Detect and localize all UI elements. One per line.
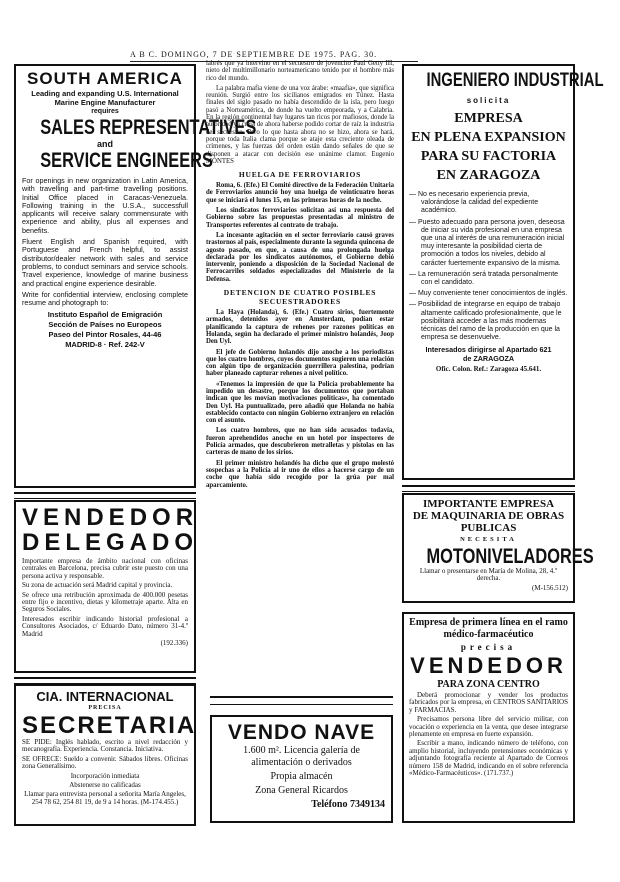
- divider: [14, 677, 196, 684]
- ad-title: VENDEDOR: [410, 653, 567, 678]
- ad-contact: Llamar o presentarse en María de Molina, 28, 4.º derecha.: [419, 567, 558, 583]
- ad-line: Zona General Ricardos: [255, 785, 348, 796]
- ad-contact: de ZARAGOZA: [462, 354, 515, 364]
- divider: [402, 485, 575, 492]
- ad-company: CIA. INTERNACIONAL: [36, 689, 174, 704]
- secretaria-ad: [14, 684, 196, 826]
- news-paragraph: La Haya (Holanda), 6. (Efe.) Cuatro sirios, fuertemente armados, detenidos ayer en Amsterdam, podían estar planificando la captura de rehenes por razones políticas en Holanda, según ha declarado el primer ministro holandés, Joop Den Uyl.: [206, 309, 394, 346]
- ad-paragraph: Escribir a mano, indicando número de teléfono, con amplio historial, incluyendo pretensiones económicas y adjuntando fotografía reciente al Apartado de Correos número 158 de Madrid, indicando en el sobre referencia «Médico-Farmacéuticos». (171.737.): [409, 739, 568, 778]
- ad-title: SOUTH AMERICA: [27, 69, 183, 88]
- ad-precisa: PRECISA: [88, 705, 122, 711]
- bullet-item: — Muy conveniente tener conocimientos de inglés.: [409, 290, 568, 298]
- ad-contact: Interesados dirigirse al Apartado 621: [425, 345, 552, 355]
- news-paragraph: Roma, 6. (Efe.) El Comité directivo de la Federación Unitaria de Ferroviarios anunció hoy una huelga de veinticuatro horas que se iniciará el lunes 15, en las primeras horas de la noche.: [206, 182, 394, 204]
- news-paragraph: La incesante agitación en el sector ferroviario causó graves trastornos al país, especialmente durante la segunda quincena de agosto pasado, en que, a causa de una prolongada huelga declarada por los sindicatos autónomos, el Gobierno debió intervenir, poniendo a disposición de la Sociedad Nacional de Ferrocarriles soldados especializados del Ministerio de la Defensa.: [206, 231, 394, 283]
- ad-line: DE MAQUINARIA DE OBRAS: [412, 510, 565, 522]
- ad-headline: [409, 109, 568, 185]
- address-line: Sección de Países no Europeos: [48, 320, 162, 330]
- ad-paragraph: SE PIDE: Inglés hablado, escrito a nivel redacción y mecanografía. Experiencia. Constancia. Iniciativa.: [22, 738, 188, 754]
- position-service: SERVICE ENGINEERS: [40, 149, 213, 172]
- ad-line: [409, 498, 568, 534]
- ad-body: [22, 558, 188, 647]
- ad-and: and: [96, 139, 113, 149]
- headline-line: EN PLENA EXPANSION: [411, 130, 566, 145]
- ingeniero-ad: [402, 64, 604, 480]
- south-america-ad: [14, 64, 257, 488]
- vendedor-delegado-ad: [14, 500, 199, 673]
- ad-title: SECRETARIA: [22, 712, 197, 739]
- bullet-item: — No es necesario experiencia previa, valorándose la calidad del expediente académico.: [409, 191, 539, 215]
- ad-line: Abstenerse no calificadas: [69, 781, 141, 790]
- news-headline: DETENCION DE CUATRO POSIBLES SECUESTRADORES: [223, 288, 377, 307]
- divider: [210, 696, 393, 705]
- ad-line: Propia almacén: [270, 771, 333, 782]
- ad-requires: requires: [91, 108, 119, 115]
- ad-title: VENDO NAVE: [227, 721, 376, 744]
- ad-ref: (192.336): [160, 639, 188, 648]
- ad-line: Empresa de primera línea en el ramo médico-farmacéutico: [409, 617, 568, 640]
- ad-title: DELEGADO: [22, 529, 199, 556]
- ad-paragraph: Fluent English and Spanish required, with Portuguese and French helpful, to assist distributor/dealer network with sales and service problems, to conduct seminars and service schools. Travel experience, knowledge of marine business and practical engine experience desirable.: [22, 237, 188, 288]
- news-paragraph: «Tenemos la impresión de que la Policía probablemente ha impedido un desastre, porque los documentos que portaban indican que les movían motivaciones políticas», ha comentado Den Uyl. Ha puntualizado, pero añadió que Holanda no había establecido contacto con ningún Gobierno extranjero en relación con el asunto.: [206, 380, 394, 425]
- ad-line: PUBLICAS: [460, 522, 517, 534]
- vendedor-ad: [402, 612, 575, 823]
- ad-zone: PARA ZONA CENTRO: [437, 679, 540, 690]
- ad-title: INGENIERO INDUSTRIAL: [426, 70, 604, 91]
- ad-paragraph: Se ofrece una retribución aproximada de 400.000 pesetas entre fijo e incentivo, dietas y kilometraje aparte. Alta en Seguros Sociales.: [22, 590, 188, 614]
- address-line: Paseo del Pintor Rosales, 44-46: [48, 330, 162, 340]
- ad-paragraph: Su zona de actuación será Madrid capital y provincia.: [22, 581, 173, 590]
- ad-paragraph: For openings in new organization in Latin America, with travelling and part-time travelling positions. Initial Office placed in Caracas-Venezuela. Following training in the U.S.A., successfull applicants will receive salary commensurate with experience and ability, plus all expenses and benefits.: [22, 176, 188, 235]
- ad-body: [22, 739, 188, 806]
- news-paragraph: El primer ministro holandés ha dicho que el grupo molestó sospechas a la Policía al ir uno de ellos a hacerse cargo de un coche que había sido recogido por la grúa por mal aparcamiento.: [206, 459, 394, 489]
- ad-body: [409, 692, 568, 777]
- headline-line: EMPRESA: [454, 111, 523, 126]
- bullet-item: — Posibilidad de integrarse en equipo de trabajo altamente calificado profesionalmente, que le posibilitará acceder a las más modernas técnicas del ramo de la producción en que la empresa se desenvuelve.: [409, 301, 562, 342]
- vendo-nave-ad: [210, 715, 393, 823]
- ad-paragraph: SE OFRECE: Sueldo a convenir. Sábados libres. Oficinas zona Generalísimo.: [22, 754, 188, 771]
- ad-paragraph: Deberá promocionar y vender los productos fabricados por la empresa, en CENTROS SANITARIOS y FARMACIAS.: [409, 691, 568, 714]
- ad-bullets: [409, 191, 568, 342]
- news-paragraph: Los cuatro hombres, que no han sido acusados todavía, fueron aprehendidos anoche en un hotel por inspectores de Policía armados, que descubrieron metralletas y pistolas en las carteras de mano de los sirios.: [206, 427, 394, 457]
- page-header: A B C. DOMINGO, 7 DE SEPTIEMBRE DE 1975. PAG. 30.: [130, 50, 418, 62]
- ad-paragraph: Interesados escribir indicando historial profesional a Consultores Asociados, c/ Eduardo Dato, número 31-4.º Madrid: [22, 614, 188, 638]
- bullet-item: — La remuneración será tratada personalmente con el candidato.: [409, 270, 559, 287]
- news-paragraph: El jefe de Gobierno holandés dijo anoche a los periodistas que los cuatro hombres, cuyos documentos sugieren una relación con algún tipo de organización guerrillera palestina, podrían haber planeado capturar rehenes a nivel político.: [206, 348, 394, 378]
- news-headline: HUELGA DE FERROVIARIOS: [238, 170, 362, 180]
- ad-title: MOTONIVELADORES: [426, 545, 594, 568]
- bullet-item: — Puesto adecuado para persona joven, deseosa de iniciar su vida profesional en una empresa que una al interés de una remuneración inicial muy interesante la posibilidad cierta de promoción a todos los niveles, debido al carácter fuertemente expansivo de la misma.: [409, 218, 565, 267]
- address-line: MADRID-8 · Ref. 242-V: [65, 340, 145, 350]
- ad-paragraph: Precisamos persona libre del servicio militar, con vocación o experiencia en la venta, que desee integrarse plenamente en empresa en fuerte expansión.: [409, 715, 568, 739]
- ad-line: IMPORTANTE EMPRESA: [422, 498, 555, 510]
- ad-ref: Ofic. Colon. Ref.: Zaragoza 45.641.: [435, 365, 542, 374]
- motoniveladores-ad: [402, 493, 594, 603]
- ad-body: [409, 568, 568, 592]
- news-column: [206, 60, 394, 690]
- ad-ref: (M-156.512): [532, 583, 568, 592]
- ad-body: [22, 177, 188, 307]
- news-paragraph: labrés que ya intervino en el secuestro de jovencito Paul Getty III, nieto del multimillonario norteamericano tenido por el hombre más rico del mundo.: [206, 60, 394, 82]
- ad-contact: Llamar para entrevista personal a señorita María Angeles, 254 78 62, 254 81 19, de 9 a 14 horas. (M-174.455.): [24, 790, 186, 806]
- divider: [14, 492, 196, 499]
- ad-paragraph: Importante empresa de ámbito nacional con oficinas centrales en Barcelona, precisa cubrir este puesto con una persona activa y responsable.: [22, 557, 188, 580]
- ad-line: 1.600 m². Licencia galería de alimentación o derivados: [243, 745, 360, 768]
- headline-line: PARA SU FACTORIA: [420, 149, 557, 164]
- ad-precisa: precisa: [460, 642, 517, 652]
- ad-title: VENDEDOR: [22, 504, 199, 531]
- ad-necesita: NECESITA: [460, 536, 517, 543]
- ad-paragraph: Write for confidential interview, enclosing complete resume and photograph to:: [22, 289, 188, 308]
- news-paragraph: Los sindicatos ferroviarios solicitan así una respuesta del Gobierno sobre las propuestas presentadas al ministro de Transportes referentes al contrato de trabajo.: [206, 207, 394, 229]
- address-line: Instituto Español de Emigración: [47, 310, 163, 320]
- ad-address: [22, 310, 188, 350]
- ad-subtitle: Leading and expanding U.S. International Marine Engine Manufacturer: [31, 89, 179, 107]
- ad-phone: Teléfono 7349134: [311, 799, 385, 810]
- ad-solicita: solicita: [466, 96, 511, 105]
- position-sales: SALES REPRESENTATIVES: [40, 116, 257, 139]
- ad-line: Incorporación inmediata: [70, 771, 140, 780]
- news-paragraph: La palabra mafia viene de una voz árabe: «maafia», que significa reunión. Surgió entre los sicilianos emigrados en Túnez. Hasta finales del siglo pasado no había descendido de la isla, pero luego pasó a Norteamérica, de donde ha vuelto empeorada, y a Calabria. En la región continental hay lugares tan ricos por mafiosos, donde la autoridad ya creía de ahora haberse podido cortar de raíz la industria del secuestro. Pero lo que hasta ahora no se hizo, ahora se hará, porque toda Italia clama porque se ataje esta creciente oleada de crímenes, y las fuerzas del orden están dando señales de que se disponen a atacar con decisión ese unánime clamor. Eugenio MONTES: [206, 84, 394, 165]
- headline-line: EN ZARAGOZA: [436, 168, 541, 183]
